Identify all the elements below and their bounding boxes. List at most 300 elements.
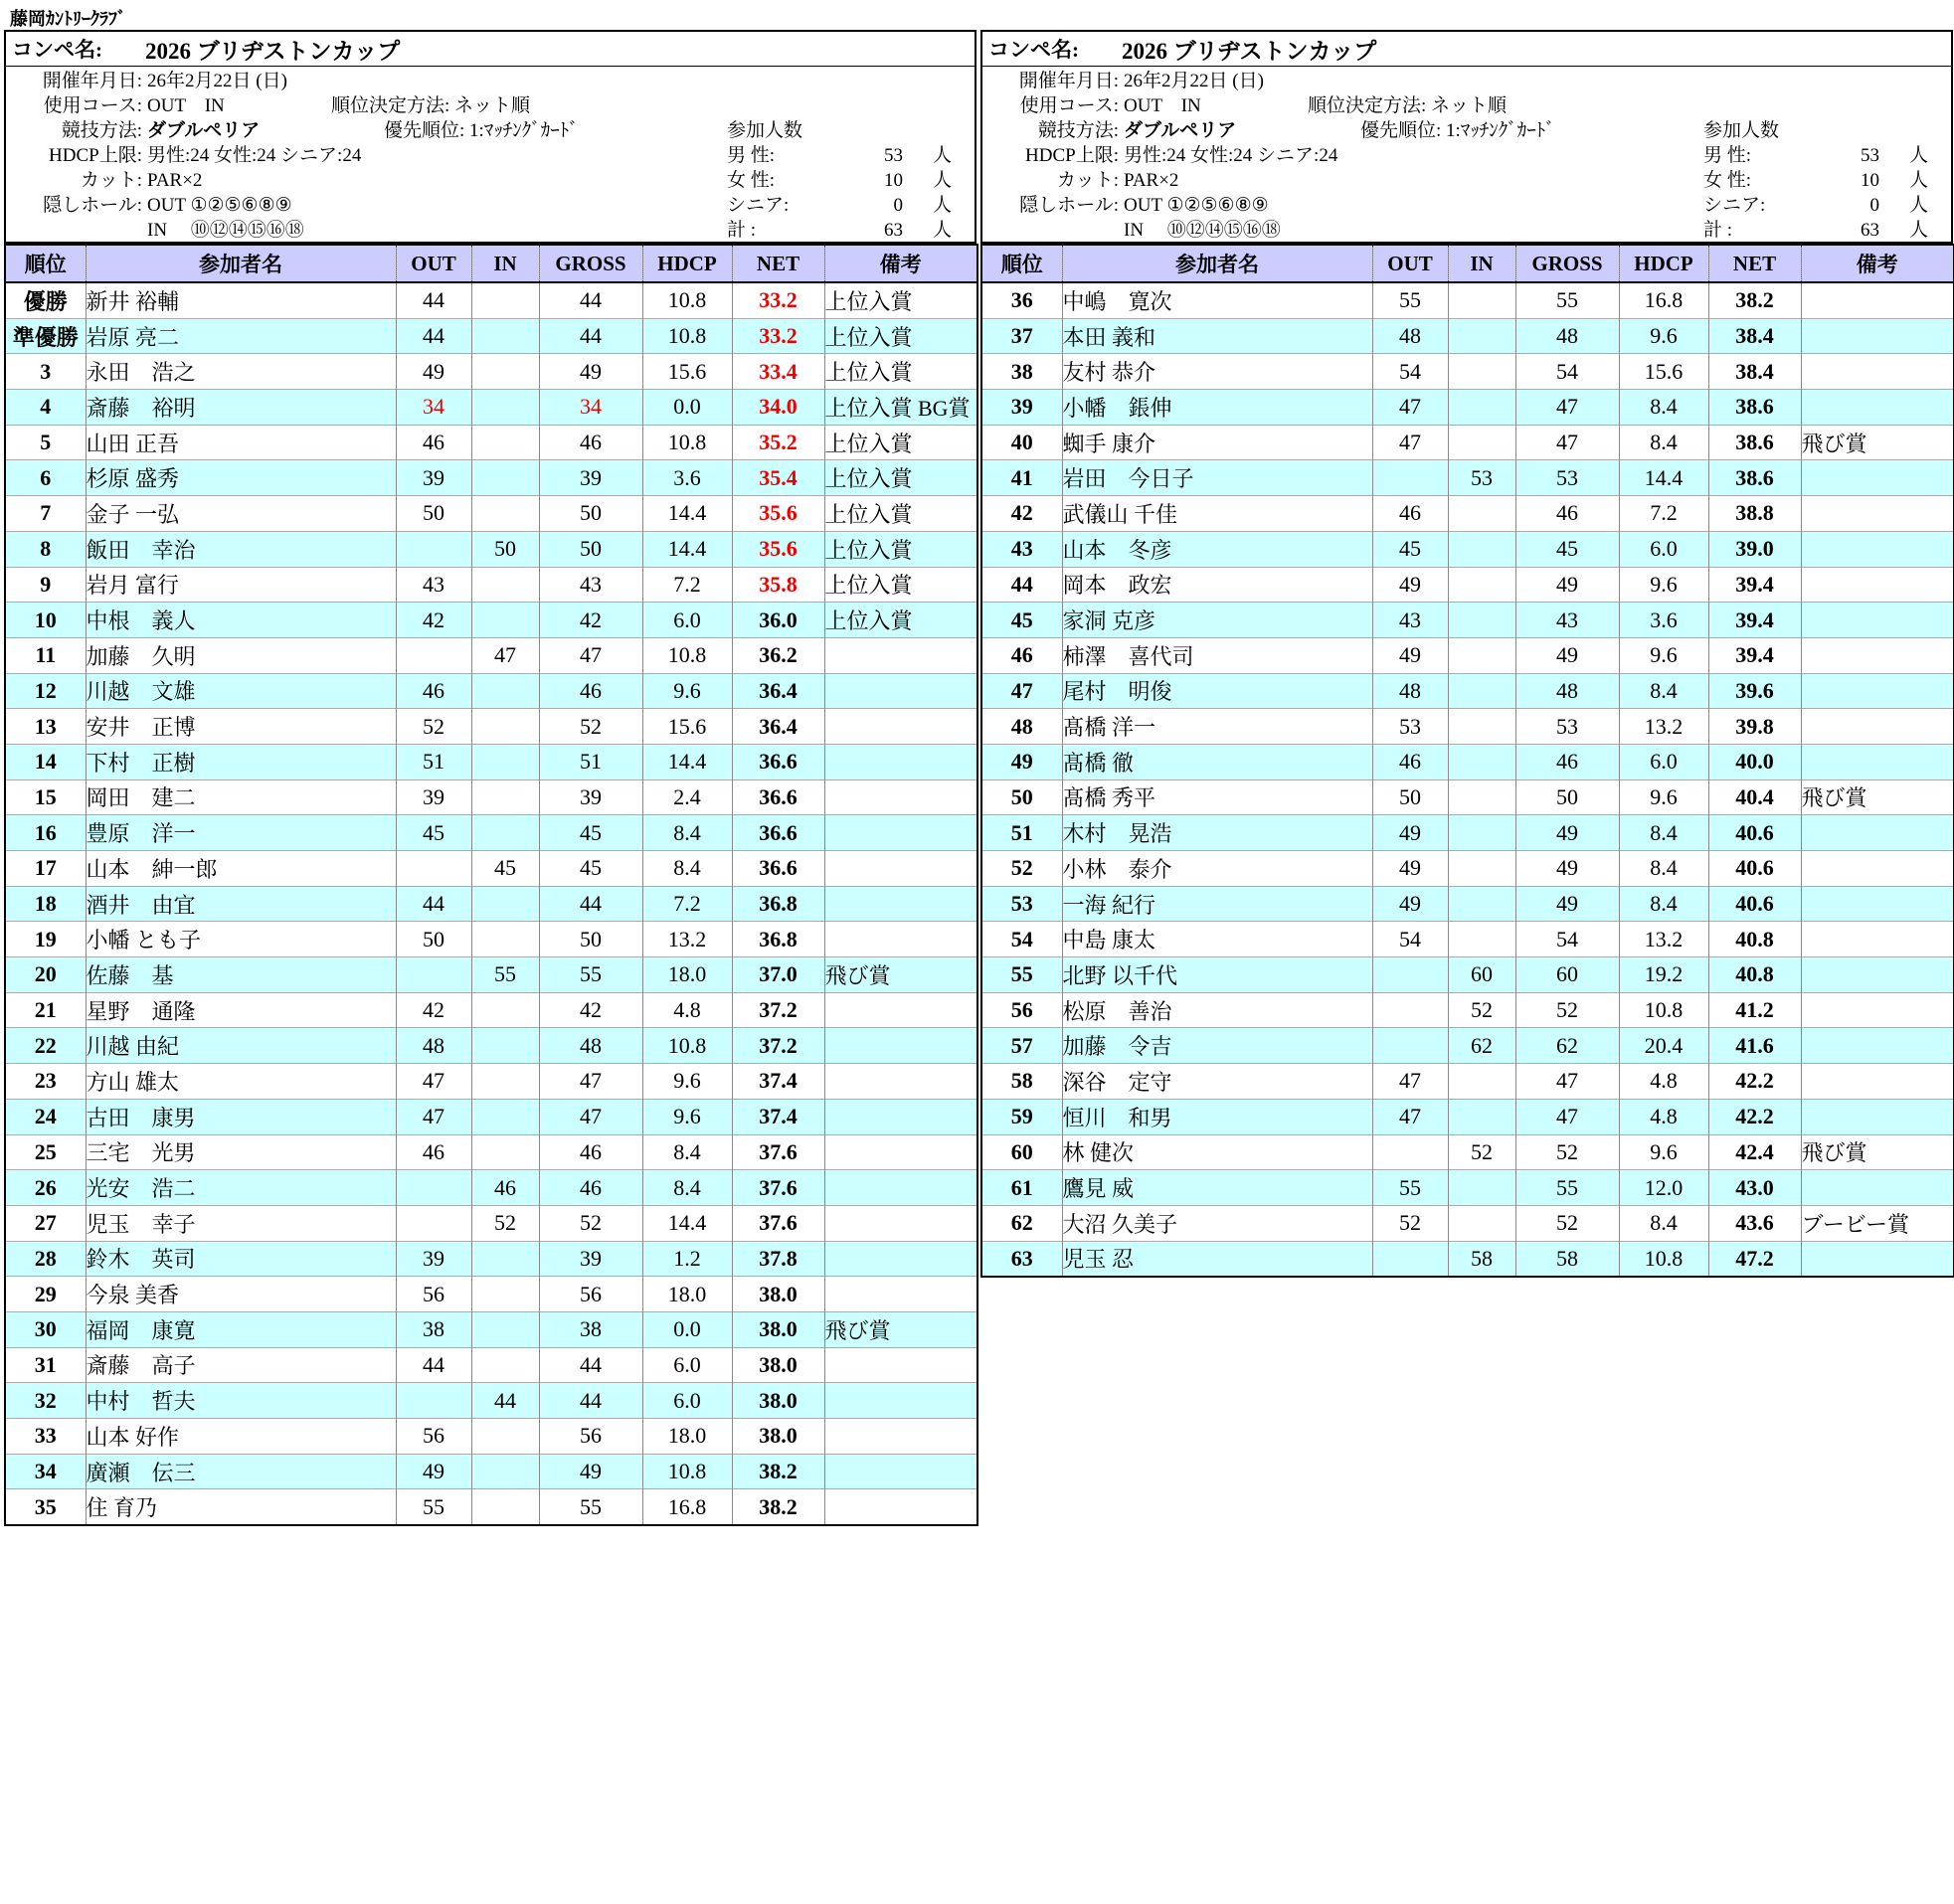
remark-cell: ブービー賞 [1801, 1205, 1954, 1241]
net-cell: 36.6 [732, 779, 824, 815]
out-cell: 42 [396, 603, 471, 638]
result-row [5, 1311, 977, 1347]
name-cell: 小幡 とも子 [86, 922, 396, 957]
rank-cell: 25 [5, 1134, 86, 1170]
remark-cell [1801, 957, 1954, 993]
name-cell: 酒井 由宜 [86, 886, 396, 922]
result-row [981, 354, 1954, 390]
compe-name: 2026 ブリヂストンカップ [145, 38, 401, 64]
name-cell: 髙橋 徹 [1062, 744, 1372, 779]
out-cell [1372, 1241, 1448, 1277]
out-cell: 43 [1372, 603, 1448, 638]
table-header-row [5, 245, 977, 282]
out-cell: 49 [1372, 851, 1448, 887]
col-gross: GROSS [539, 245, 642, 282]
result-row [5, 709, 977, 745]
gross-cell: 44 [539, 282, 642, 318]
net-cell: 36.6 [732, 744, 824, 779]
out-cell: 49 [396, 354, 471, 390]
out-cell [396, 851, 471, 887]
result-row [5, 851, 977, 887]
rank-cell: 47 [981, 673, 1062, 709]
col-gross: GROSS [1515, 245, 1619, 282]
gross-cell: 52 [1515, 1205, 1619, 1241]
name-cell: 岩月 富行 [86, 567, 396, 603]
gross-cell: 44 [539, 886, 642, 922]
col-rank: 順位 [5, 245, 86, 282]
remark-cell [1801, 1241, 1954, 1277]
gross-cell: 49 [1515, 567, 1619, 603]
name-cell: 一海 紀行 [1062, 886, 1372, 922]
remark-cell [1801, 637, 1954, 673]
in-cell [471, 1028, 539, 1064]
competition-header [980, 30, 1953, 244]
net-cell: 43.0 [1708, 1170, 1801, 1206]
rank-cell: 3 [5, 354, 86, 390]
net-cell: 38.0 [732, 1383, 824, 1419]
out-cell: 45 [1372, 531, 1448, 567]
in-cell [1448, 673, 1515, 709]
hdcp-cell: 18.0 [642, 957, 732, 993]
rank-cell: 34 [5, 1454, 86, 1489]
net-cell: 42.4 [1708, 1134, 1801, 1170]
results-panel-left [4, 30, 977, 1526]
rank-cell: 21 [5, 992, 86, 1028]
hdcp-cell: 7.2 [642, 886, 732, 922]
info-line-course [6, 93, 975, 118]
net-cell: 37.8 [732, 1241, 824, 1277]
name-cell: 星野 通隆 [86, 992, 396, 1028]
rank-cell: 13 [5, 709, 86, 745]
remark-cell [824, 1064, 977, 1100]
rank-cell: 優勝 [5, 282, 86, 318]
net-cell: 33.2 [732, 282, 824, 318]
count-row-female: 女 性: 10 人 [727, 170, 953, 191]
remark-cell [1801, 886, 1954, 922]
remark-cell [1801, 603, 1954, 638]
remark-cell [824, 709, 977, 745]
result-row [5, 425, 977, 460]
in-cell [1448, 354, 1515, 390]
hdcp-cell: 6.0 [1619, 744, 1708, 779]
name-cell: 松原 善治 [1062, 992, 1372, 1028]
out-cell [396, 637, 471, 673]
rank-cell: 10 [5, 603, 86, 638]
hdcp-limit-label: HDCP上限: [49, 145, 142, 166]
net-cell: 38.0 [732, 1311, 824, 1347]
remark-cell [1801, 815, 1954, 851]
remark-cell [1801, 354, 1954, 390]
in-cell [471, 1489, 539, 1525]
gross-cell: 47 [1515, 425, 1619, 460]
name-cell: 友村 恭介 [1062, 354, 1372, 390]
rank-cell: 9 [5, 567, 86, 603]
out-cell: 46 [396, 673, 471, 709]
gross-cell: 47 [539, 1064, 642, 1100]
compe-label: コンペ名: [988, 38, 1079, 62]
result-row [5, 1134, 977, 1170]
rank-cell: 36 [981, 282, 1062, 318]
name-cell: 山本 好作 [86, 1419, 396, 1455]
net-cell: 37.4 [732, 1099, 824, 1134]
out-cell: 55 [1372, 282, 1448, 318]
hdcp-cell: 14.4 [642, 531, 732, 567]
out-cell: 39 [396, 460, 471, 496]
ranking-method-value: ネット順 [454, 95, 531, 116]
in-cell [1448, 709, 1515, 745]
in-cell [471, 1277, 539, 1312]
net-cell: 38.4 [1708, 354, 1801, 390]
gross-cell: 43 [539, 567, 642, 603]
net-cell: 40.6 [1708, 886, 1801, 922]
in-cell [1448, 425, 1515, 460]
remark-cell [824, 744, 977, 779]
out-cell: 49 [1372, 886, 1448, 922]
hdcp-cell: 14.4 [642, 744, 732, 779]
result-row [981, 673, 1954, 709]
result-row [5, 354, 977, 390]
result-row [5, 886, 977, 922]
name-cell: 川越 文雄 [86, 673, 396, 709]
result-row [981, 957, 1954, 993]
gross-cell: 49 [1515, 637, 1619, 673]
result-row [981, 567, 1954, 603]
gross-cell: 50 [539, 531, 642, 567]
out-cell: 56 [396, 1419, 471, 1455]
competition-info [982, 67, 1951, 243]
rank-cell: 4 [5, 390, 86, 426]
in-cell [1448, 567, 1515, 603]
out-cell [1372, 992, 1448, 1028]
result-row [5, 957, 977, 993]
in-cell [471, 282, 539, 318]
hdcp-cell: 10.8 [642, 425, 732, 460]
remark-cell [1801, 992, 1954, 1028]
in-cell [471, 1134, 539, 1170]
priority-label: 優先順位: [384, 120, 465, 141]
in-cell [1448, 496, 1515, 532]
out-cell: 44 [396, 886, 471, 922]
in-cell [1448, 851, 1515, 887]
date-value: 26年2月22日 (日) [1124, 71, 1264, 91]
hdcp-cell: 2.4 [642, 779, 732, 815]
name-cell: 中嶋 寛次 [1062, 282, 1372, 318]
in-cell [471, 779, 539, 815]
rank-cell: 8 [5, 531, 86, 567]
name-cell: 山本 紳一郎 [86, 851, 396, 887]
hdcp-cell: 18.0 [642, 1277, 732, 1312]
col-out: OUT [396, 245, 471, 282]
in-cell [1448, 922, 1515, 957]
cut-value: PAR×2 [147, 170, 203, 191]
ranking-method-label: 順位決定方法: [1308, 95, 1427, 116]
result-row [5, 1170, 977, 1206]
in-cell [471, 318, 539, 354]
net-cell: 40.0 [1708, 744, 1801, 779]
net-cell: 35.6 [732, 531, 824, 567]
name-cell: 深谷 定守 [1062, 1064, 1372, 1100]
results-table-right [980, 244, 1954, 1278]
net-cell: 38.2 [1708, 282, 1801, 318]
hdcp-cell: 13.2 [1619, 709, 1708, 745]
in-cell: 46 [471, 1170, 539, 1206]
remark-cell [1801, 567, 1954, 603]
in-cell: 47 [471, 637, 539, 673]
ranking-method-value: ネット順 [1431, 95, 1508, 116]
result-row [5, 815, 977, 851]
gross-cell: 48 [1515, 673, 1619, 709]
gross-cell: 51 [539, 744, 642, 779]
rank-cell: 44 [981, 567, 1062, 603]
result-row [5, 1454, 977, 1489]
net-cell: 35.2 [732, 425, 824, 460]
out-cell: 52 [1372, 1205, 1448, 1241]
result-row [981, 992, 1954, 1028]
remark-cell [824, 922, 977, 957]
col-remark: 備考 [824, 245, 977, 282]
rank-cell: 53 [981, 886, 1062, 922]
out-cell: 46 [1372, 496, 1448, 532]
result-row [5, 1383, 977, 1419]
net-cell: 37.6 [732, 1134, 824, 1170]
gross-cell: 46 [539, 1134, 642, 1170]
result-row [981, 1099, 1954, 1134]
hdcp-cell: 20.4 [1619, 1028, 1708, 1064]
out-cell: 39 [396, 779, 471, 815]
net-cell: 35.4 [732, 460, 824, 496]
gross-cell: 55 [1515, 282, 1619, 318]
gross-cell: 50 [1515, 779, 1619, 815]
hdcp-cell: 8.4 [642, 851, 732, 887]
compe-name: 2026 ブリヂストンカップ [1122, 38, 1377, 64]
count-row-total: 計 : 63 人 [1703, 220, 1929, 241]
in-cell [1448, 1205, 1515, 1241]
remark-cell [824, 1241, 977, 1277]
remark-cell: 上位入賞 [824, 496, 977, 532]
remark-cell: 上位入賞 BG賞 [824, 390, 977, 426]
rank-cell: 27 [5, 1205, 86, 1241]
out-cell: 47 [1372, 1099, 1448, 1134]
hdcp-cell: 8.4 [1619, 1205, 1708, 1241]
out-cell: 46 [1372, 744, 1448, 779]
hdcp-cell: 9.6 [1619, 318, 1708, 354]
gross-cell: 39 [539, 779, 642, 815]
hdcp-cell: 6.0 [642, 1347, 732, 1383]
out-cell: 52 [396, 709, 471, 745]
name-cell: 廣瀬 伝三 [86, 1454, 396, 1489]
result-row [5, 673, 977, 709]
result-row [5, 1347, 977, 1383]
hdcp-cell: 8.4 [1619, 390, 1708, 426]
result-row [5, 637, 977, 673]
priority-label: 優先順位: [1360, 120, 1442, 141]
out-cell: 47 [1372, 425, 1448, 460]
remark-cell [1801, 1028, 1954, 1064]
name-cell: 岡本 政宏 [1062, 567, 1372, 603]
in-cell: 53 [1448, 460, 1515, 496]
out-cell: 44 [396, 318, 471, 354]
in-cell [471, 390, 539, 426]
gross-cell: 48 [1515, 318, 1619, 354]
result-row [5, 1419, 977, 1455]
out-cell [396, 1170, 471, 1206]
rank-cell: 7 [5, 496, 86, 532]
info-line-course [982, 93, 1951, 118]
rank-cell: 20 [5, 957, 86, 993]
rank-cell: 5 [5, 425, 86, 460]
net-cell: 40.8 [1708, 957, 1801, 993]
rank-cell: 39 [981, 390, 1062, 426]
name-cell: 林 健次 [1062, 1134, 1372, 1170]
gross-cell: 47 [1515, 1099, 1619, 1134]
rank-cell: 37 [981, 318, 1062, 354]
hdcp-cell: 13.2 [1619, 922, 1708, 957]
gross-cell: 45 [1515, 531, 1619, 567]
in-cell: 55 [471, 957, 539, 993]
net-cell: 38.0 [732, 1277, 824, 1312]
out-cell: 47 [1372, 390, 1448, 426]
rank-cell: 17 [5, 851, 86, 887]
ranking-method-label: 順位決定方法: [331, 95, 450, 116]
net-cell: 36.4 [732, 673, 824, 709]
gross-cell: 46 [539, 1170, 642, 1206]
participant-counts [727, 118, 976, 243]
col-name: 参加者名 [86, 245, 396, 282]
name-cell: 斎藤 裕明 [86, 390, 396, 426]
hdcp-cell: 8.4 [642, 1170, 732, 1206]
gross-cell: 43 [1515, 603, 1619, 638]
hdcp-cell: 15.6 [642, 709, 732, 745]
col-in: IN [471, 245, 539, 282]
result-row [981, 1134, 1954, 1170]
out-cell: 54 [1372, 354, 1448, 390]
in-cell [1448, 603, 1515, 638]
info-line-date [982, 69, 1951, 93]
name-cell: 武儀山 千佳 [1062, 496, 1372, 532]
gross-cell: 50 [539, 496, 642, 532]
out-cell: 50 [1372, 779, 1448, 815]
hdcp-cell: 0.0 [642, 390, 732, 426]
rank-cell: 35 [5, 1489, 86, 1525]
results-table-left [4, 244, 978, 1526]
name-cell: 中根 義人 [86, 603, 396, 638]
result-row [981, 425, 1954, 460]
remark-cell: 飛び賞 [1801, 1134, 1954, 1170]
rank-cell: 19 [5, 922, 86, 957]
name-cell: 今泉 美香 [86, 1277, 396, 1312]
hidden-holes-out: OUT ①②⑤⑥⑧⑨ [147, 195, 292, 216]
in-cell: 52 [1448, 992, 1515, 1028]
out-cell: 48 [396, 1028, 471, 1064]
remark-cell: 飛び賞 [824, 1311, 977, 1347]
col-net: NET [1708, 245, 1801, 282]
in-cell: 45 [471, 851, 539, 887]
name-cell: 髙橋 洋一 [1062, 709, 1372, 745]
name-cell: 岡田 建二 [86, 779, 396, 815]
in-cell [471, 992, 539, 1028]
in-cell: 52 [471, 1205, 539, 1241]
result-row [981, 1028, 1954, 1064]
in-cell: 60 [1448, 957, 1515, 993]
rank-cell: 準優勝 [5, 318, 86, 354]
remark-cell [1801, 460, 1954, 496]
out-cell: 50 [396, 496, 471, 532]
net-cell: 34.0 [732, 390, 824, 426]
hdcp-cell: 3.6 [1619, 603, 1708, 638]
hdcp-cell: 4.8 [1619, 1099, 1708, 1134]
remark-cell [1801, 390, 1954, 426]
club-name-title: 藤岡ｶﾝﾄﾘｰｸﾗﾌﾞ [10, 9, 126, 29]
net-cell: 37.6 [732, 1170, 824, 1206]
in-cell [1448, 744, 1515, 779]
hdcp-cell: 9.6 [1619, 567, 1708, 603]
rank-cell: 23 [5, 1064, 86, 1100]
name-cell: 北野 以千代 [1062, 957, 1372, 993]
net-cell: 39.8 [1708, 709, 1801, 745]
out-cell: 46 [396, 1134, 471, 1170]
net-cell: 38.6 [1708, 390, 1801, 426]
out-cell: 34 [396, 390, 471, 426]
result-row [981, 460, 1954, 496]
game-method-label: 競技方法: [61, 120, 142, 141]
result-row [981, 603, 1954, 638]
result-row [5, 1064, 977, 1100]
remark-cell [824, 992, 977, 1028]
result-row [5, 282, 977, 318]
gross-cell: 47 [1515, 1064, 1619, 1100]
result-row [981, 282, 1954, 318]
remark-cell [824, 637, 977, 673]
name-cell: 児玉 幸子 [86, 1205, 396, 1241]
hdcp-cell: 3.6 [642, 460, 732, 496]
name-cell: 中島 康太 [1062, 922, 1372, 957]
name-cell: 柿澤 喜代司 [1062, 637, 1372, 673]
out-cell: 50 [396, 922, 471, 957]
name-cell: 大沼 久美子 [1062, 1205, 1372, 1241]
rank-cell: 11 [5, 637, 86, 673]
rank-cell: 49 [981, 744, 1062, 779]
remark-cell: 飛び賞 [1801, 425, 1954, 460]
name-cell: 新井 裕輔 [86, 282, 396, 318]
net-cell: 39.4 [1708, 637, 1801, 673]
net-cell: 36.2 [732, 637, 824, 673]
rank-cell: 40 [981, 425, 1062, 460]
gross-cell: 56 [539, 1277, 642, 1312]
in-cell [471, 1419, 539, 1455]
rank-cell: 43 [981, 531, 1062, 567]
rank-cell: 22 [5, 1028, 86, 1064]
remark-cell [1801, 851, 1954, 887]
gross-cell: 44 [539, 1347, 642, 1383]
rank-cell: 31 [5, 1347, 86, 1383]
course-value: OUT IN [147, 95, 225, 116]
gross-cell: 46 [539, 673, 642, 709]
result-row [981, 922, 1954, 957]
name-cell: 安井 正博 [86, 709, 396, 745]
out-cell: 43 [396, 567, 471, 603]
result-row [5, 1099, 977, 1134]
gross-cell: 39 [539, 460, 642, 496]
out-cell: 38 [396, 1311, 471, 1347]
gross-cell: 52 [1515, 992, 1619, 1028]
hdcp-cell: 8.4 [642, 1134, 732, 1170]
remark-cell [824, 1489, 977, 1525]
info-line-date [6, 69, 975, 93]
in-cell [1448, 531, 1515, 567]
net-cell: 39.4 [1708, 603, 1801, 638]
result-row [5, 992, 977, 1028]
rank-cell: 30 [5, 1311, 86, 1347]
